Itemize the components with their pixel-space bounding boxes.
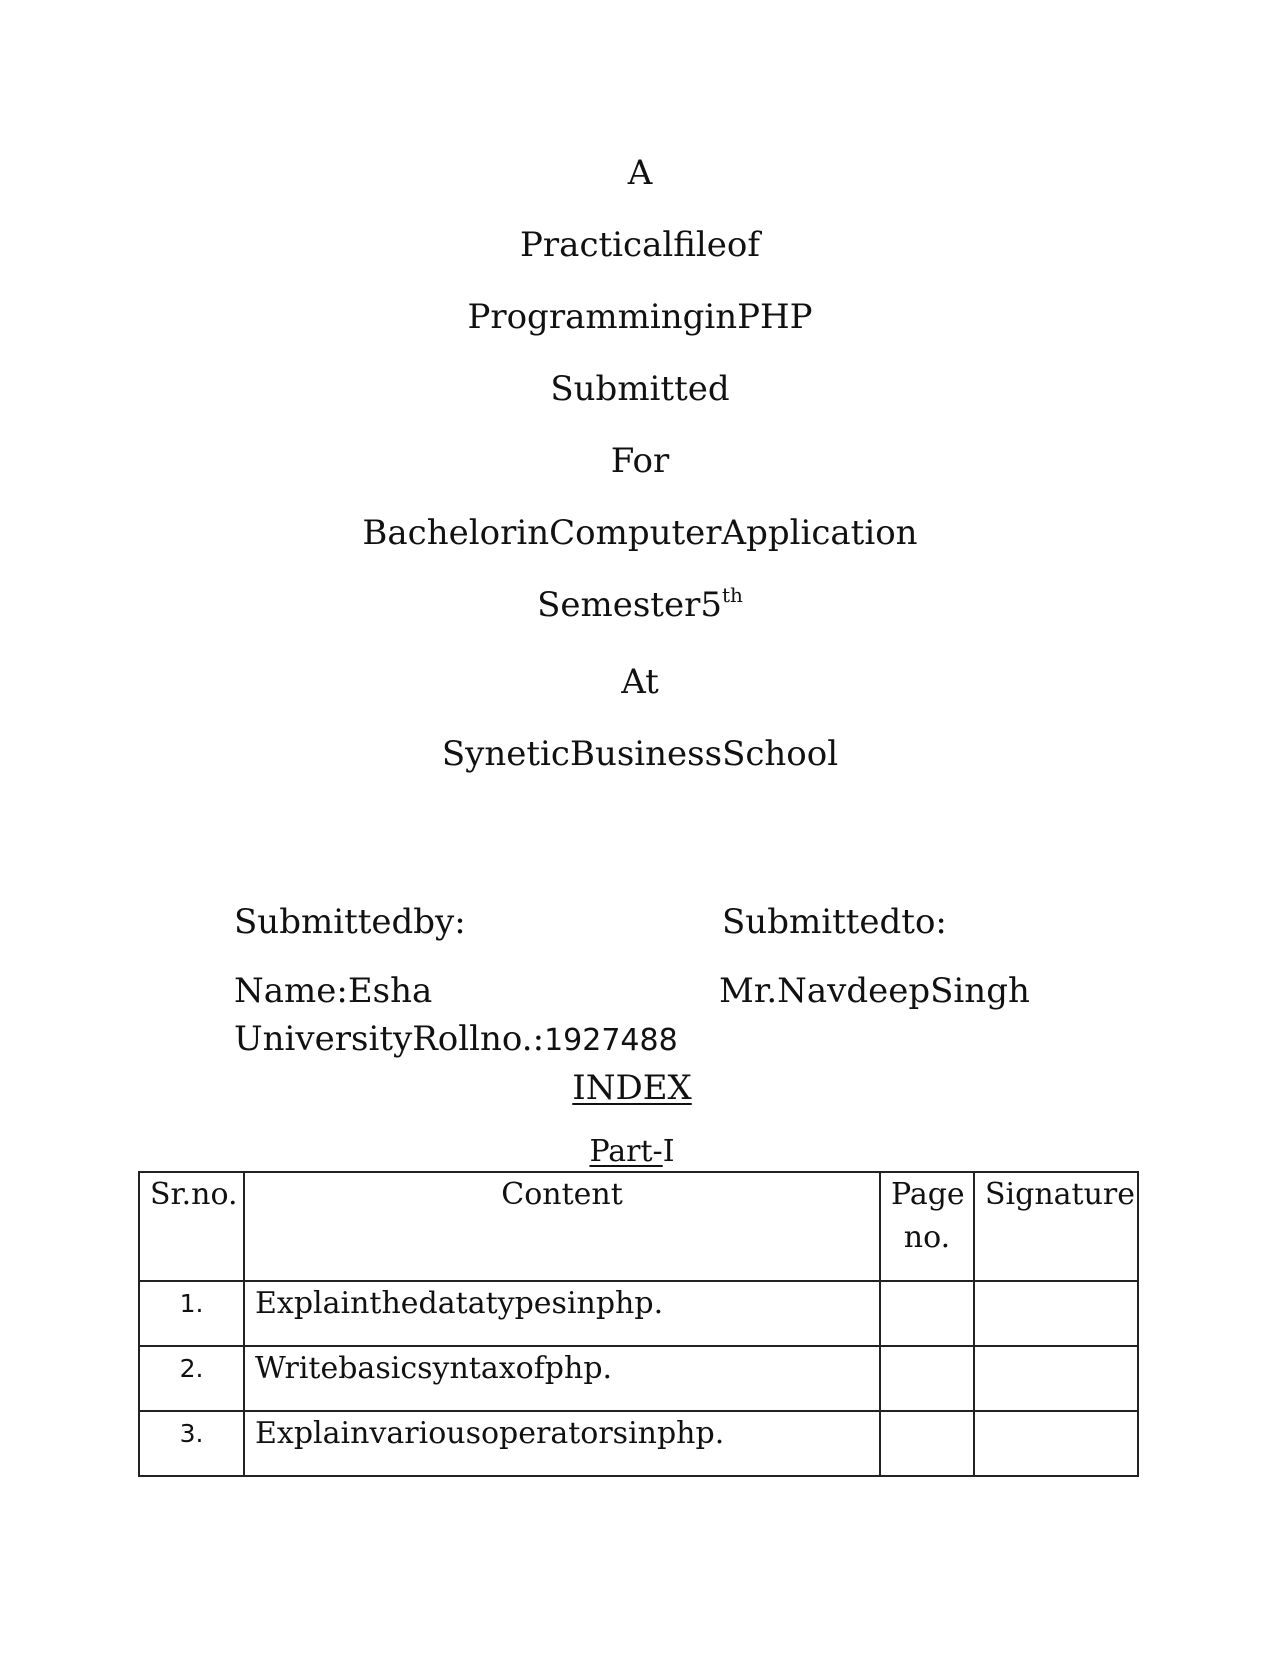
cover-line-a: A (627, 153, 653, 193)
cover-semester (0, 585, 1280, 625)
roll-number: 1927488 (544, 1023, 678, 1058)
roll-label: UniversityRollno.: (234, 1019, 545, 1059)
header-content: Content (244, 1172, 880, 1281)
row-page-no (880, 1411, 974, 1476)
row-content: Explainvariousoperatorsinphp. (244, 1411, 880, 1476)
header-signature: Signature (974, 1172, 1138, 1281)
table-row (139, 1411, 1138, 1476)
cover-at: At (621, 662, 659, 702)
cover-school: SyneticBusinessSchool (441, 734, 839, 774)
cover-practical-file: Practicalfileof (520, 225, 760, 265)
cover-submitted: Submitted (550, 369, 730, 409)
index-title: INDEX (572, 1068, 692, 1108)
row-sr-no: 3. (139, 1411, 244, 1476)
student-name: Name:Esha (234, 971, 433, 1011)
semester-suffix: th (721, 583, 743, 607)
cover-course: BachelorinComputerApplication (362, 513, 918, 553)
row-sr-no: 1. (139, 1281, 244, 1346)
header-sr-no: Sr.no. (139, 1172, 244, 1281)
cover-for: For (610, 441, 670, 481)
row-content: Writebasicsyntaxofphp. (244, 1346, 880, 1411)
table-row (139, 1346, 1138, 1411)
index-part (0, 1132, 1272, 1172)
index-table (138, 1171, 1139, 1477)
row-signature (974, 1411, 1138, 1476)
part-prefix: Part- (589, 1134, 663, 1169)
row-content: Explainthedatatypesinphp. (244, 1281, 880, 1346)
submitted-to-label: Submittedto: (722, 902, 947, 942)
table-header-row (139, 1172, 1138, 1281)
header-page-no: Page no. (880, 1172, 974, 1281)
submitted-by-label: Submittedby: (234, 902, 466, 942)
table-row (139, 1281, 1138, 1346)
cover-subject: ProgramminginPHP (467, 297, 813, 337)
row-signature (974, 1281, 1138, 1346)
row-page-no (880, 1346, 974, 1411)
roll-number-line (234, 1019, 678, 1061)
row-signature (974, 1346, 1138, 1411)
row-sr-no: 2. (139, 1346, 244, 1411)
row-page-no (880, 1281, 974, 1346)
part-suffix: I (662, 1134, 675, 1169)
teacher-name: Mr.NavdeepSingh (719, 971, 1030, 1011)
semester-text: Semester5 (537, 585, 722, 625)
